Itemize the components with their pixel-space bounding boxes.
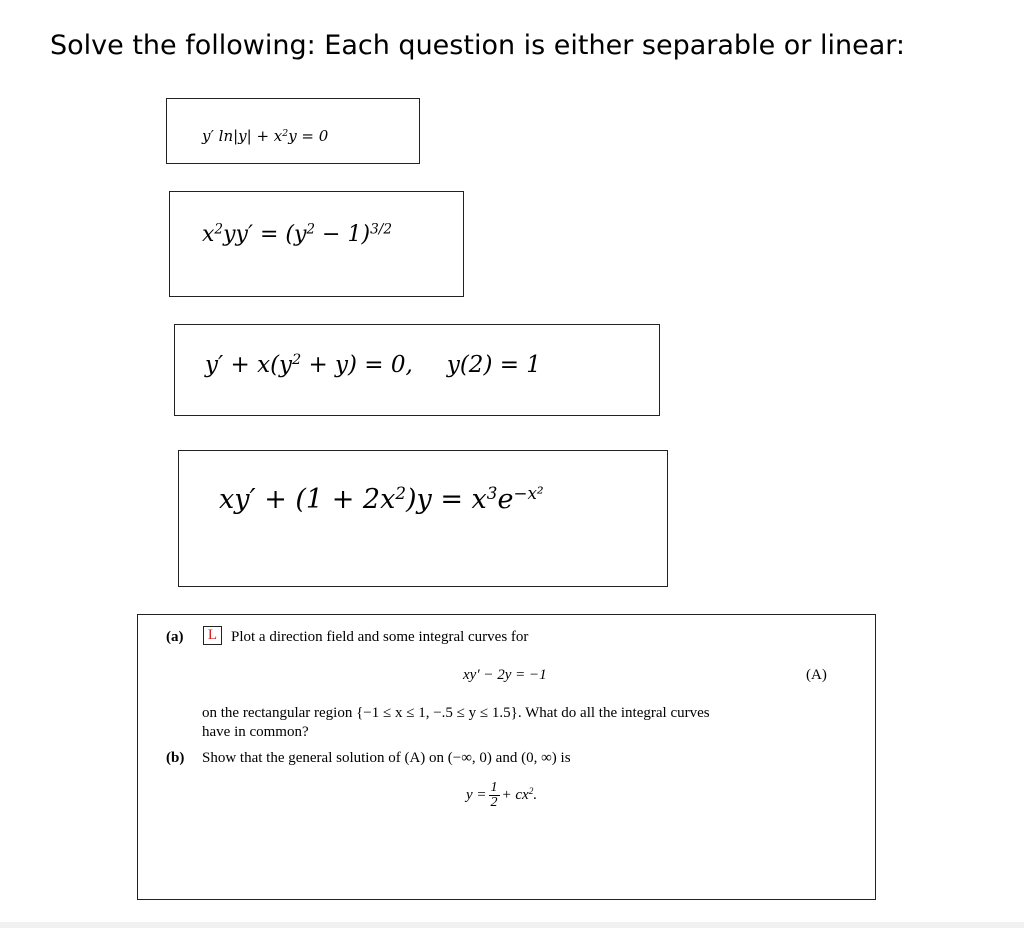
- page-heading: Solve the following: Each question is either separable or linear:: [50, 30, 905, 61]
- lab-icon: L: [203, 626, 222, 645]
- part-a-text: Plot a direction field and some integral curves for: [231, 629, 529, 645]
- fraction-one-half: $\frac{1}{2}$: [490, 780, 498, 810]
- problem-4-box: [178, 450, 668, 587]
- part-b-text: Show that the general solution of (A) on (−∞, 0) and (0, ∞) is: [202, 750, 571, 766]
- equation-a: xy′ − 2y = −1: [463, 667, 547, 683]
- page-bottom-rule: [0, 922, 1024, 928]
- initial-condition: y(2) = 1: [446, 352, 541, 378]
- problem-1-equation: y′ $\ln|y| + x^2y = 0$: [202, 127, 329, 145]
- problem-2-equation: $x^2yy' = (y^2 - 1)^{3/2}$: [202, 221, 392, 247]
- part-a-label: (a): [166, 629, 184, 645]
- part-a-text-line2: on the rectangular region {−1 ≤ x ≤ 1, −.5 ≤ y ≤ 1.5}. What do all the integral curves: [202, 705, 710, 721]
- part-a-text-line3: have in common?: [202, 724, 309, 740]
- problem-3-box: [174, 324, 660, 416]
- problem-2-box: [169, 191, 464, 297]
- problem-1-box: [166, 98, 420, 164]
- part-b-label: (b): [166, 750, 185, 766]
- equation-tag: (A): [806, 667, 827, 683]
- problem-3-equation: $y' + x(y^2 + y) = 0$, y(2) = 1: [205, 352, 541, 378]
- problem-4-equation: $xy' + (1 + 2x^2)y = x^3e^{-x^2}$: [219, 482, 544, 515]
- exercise-box: [137, 614, 876, 900]
- general-solution: y = $\frac{1}{2}$ + $cx^2$.: [466, 780, 538, 810]
